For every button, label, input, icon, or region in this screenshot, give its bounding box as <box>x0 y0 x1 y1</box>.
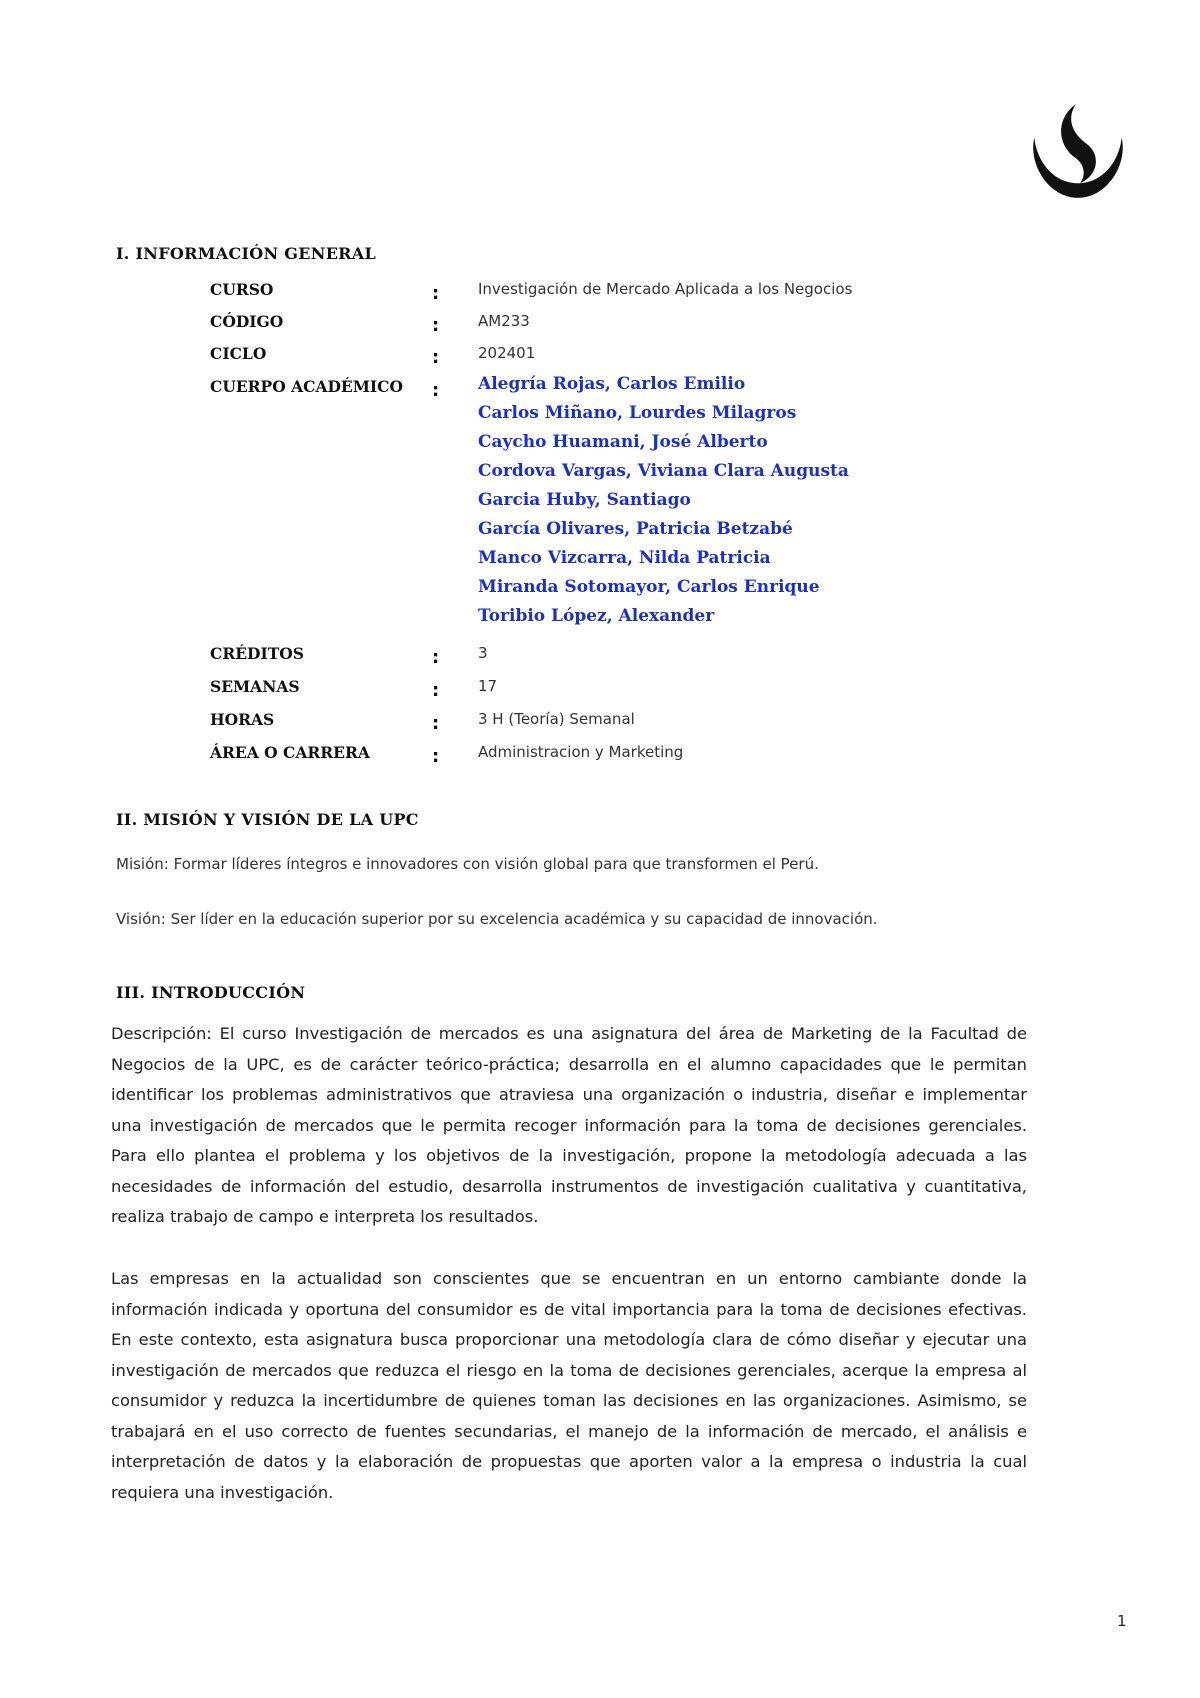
info-label: CURSO <box>210 280 274 299</box>
faculty-name: Manco Vizcarra, Nilda Patricia <box>478 548 771 568</box>
info-label: ÁREA O CARRERA <box>210 743 370 762</box>
section-title-introduccion: III. INTRODUCCIÓN <box>116 983 306 1002</box>
info-colon: : <box>432 283 440 304</box>
faculty-name: García Olivares, Patricia Betzabé <box>478 519 793 539</box>
faculty-name: Caycho Huamani, José Alberto <box>478 432 768 452</box>
info-label: CICLO <box>210 344 267 363</box>
section-title-informacion-general: I. INFORMACIÓN GENERAL <box>116 244 377 263</box>
info-colon: : <box>432 347 440 368</box>
vision-text: Visión: Ser líder en la educación superior por su excelencia académica y su capacidad de innovación. <box>116 910 878 928</box>
info-colon: : <box>432 713 440 734</box>
faculty-name: Carlos Miñano, Lourdes Milagros <box>478 403 797 423</box>
info-value: 3 <box>478 644 488 662</box>
faculty-name: Cordova Vargas, Viviana Clara Augusta <box>478 461 849 481</box>
mision-text: Misión: Formar líderes íntegros e innovadores con visión global para que transformen el Perú. <box>116 855 819 873</box>
section-title-mision-vision: II. MISIÓN Y VISIÓN DE LA UPC <box>116 810 419 829</box>
info-colon: : <box>432 746 440 767</box>
info-value: AM233 <box>478 312 530 330</box>
info-value: 17 <box>478 677 498 695</box>
faculty-list <box>478 370 849 631</box>
faculty-name: Toribio López, Alexander <box>478 606 715 626</box>
info-colon: : <box>432 380 440 401</box>
info-label: HORAS <box>210 710 275 729</box>
info-colon: : <box>432 315 440 336</box>
info-label: SEMANAS <box>210 677 300 696</box>
faculty-name: Alegría Rojas, Carlos Emilio <box>478 374 746 394</box>
info-colon: : <box>432 680 440 701</box>
info-value: Administracion y Marketing <box>478 743 684 761</box>
page-number: 1 <box>1117 1612 1127 1630</box>
info-colon: : <box>432 647 440 668</box>
info-value: Investigación de Mercado Aplicada a los Negocios <box>478 280 853 298</box>
upc-logo <box>1026 100 1130 204</box>
info-value: 3 H (Teoría) Semanal <box>478 710 635 728</box>
faculty-name: Miranda Sotomayor, Carlos Enrique <box>478 577 820 597</box>
faculty-name: Garcia Huby, Santiago <box>478 490 691 510</box>
info-label: CRÉDITOS <box>210 644 304 663</box>
intro-paragraph: Las empresas en la actualidad son conscientes que se encuentran en un entorno cambiante donde la información indicada y oportuna del consumidor es de vital importancia para la toma de decisiones efectivas. En este contexto, esta asignatura busca proporcionar una metodología clara de cómo diseñar y ejecutar una investigación de mercados que reduzca el riesgo en la toma de decisiones gerenciales, acerque la empresa al consumidor y reduzca la incertidumbre de quienes toman las decisiones en las organizaciones. Asimismo, se trabajará en el uso correcto de fuentes secundarias, el manejo de la información de mercado, el análisis e interpretación de datos y la elaboración de propuestas que aporten valor a la empresa o industria la cual requiera una investigación. <box>111 1269 1027 1502</box>
intro-paragraph: Descripción: El curso Investigación de mercados es una asignatura del área de Marketing de la Facultad de Negocios de la UPC, es de carácter teórico-práctica; desarrolla en el alumno capacidades que le permitan identificar los problemas administrativos que atraviesa una organización o industria, diseñar e implementar una investigación de mercados que le permita recoger información para la toma de decisiones gerenciales. Para ello plantea el problema y los objetivos de la investigación, propone la metodología adecuada a las necesidades de información del estudio, desarrolla instrumentos de investigación cualitativa y cuantitativa, realiza trabajo de campo e interpreta los resultados. <box>111 1024 1027 1226</box>
info-label: CUERPO ACADÉMICO <box>210 377 403 396</box>
info-value: 202401 <box>478 344 536 362</box>
info-label: CÓDIGO <box>210 312 284 331</box>
